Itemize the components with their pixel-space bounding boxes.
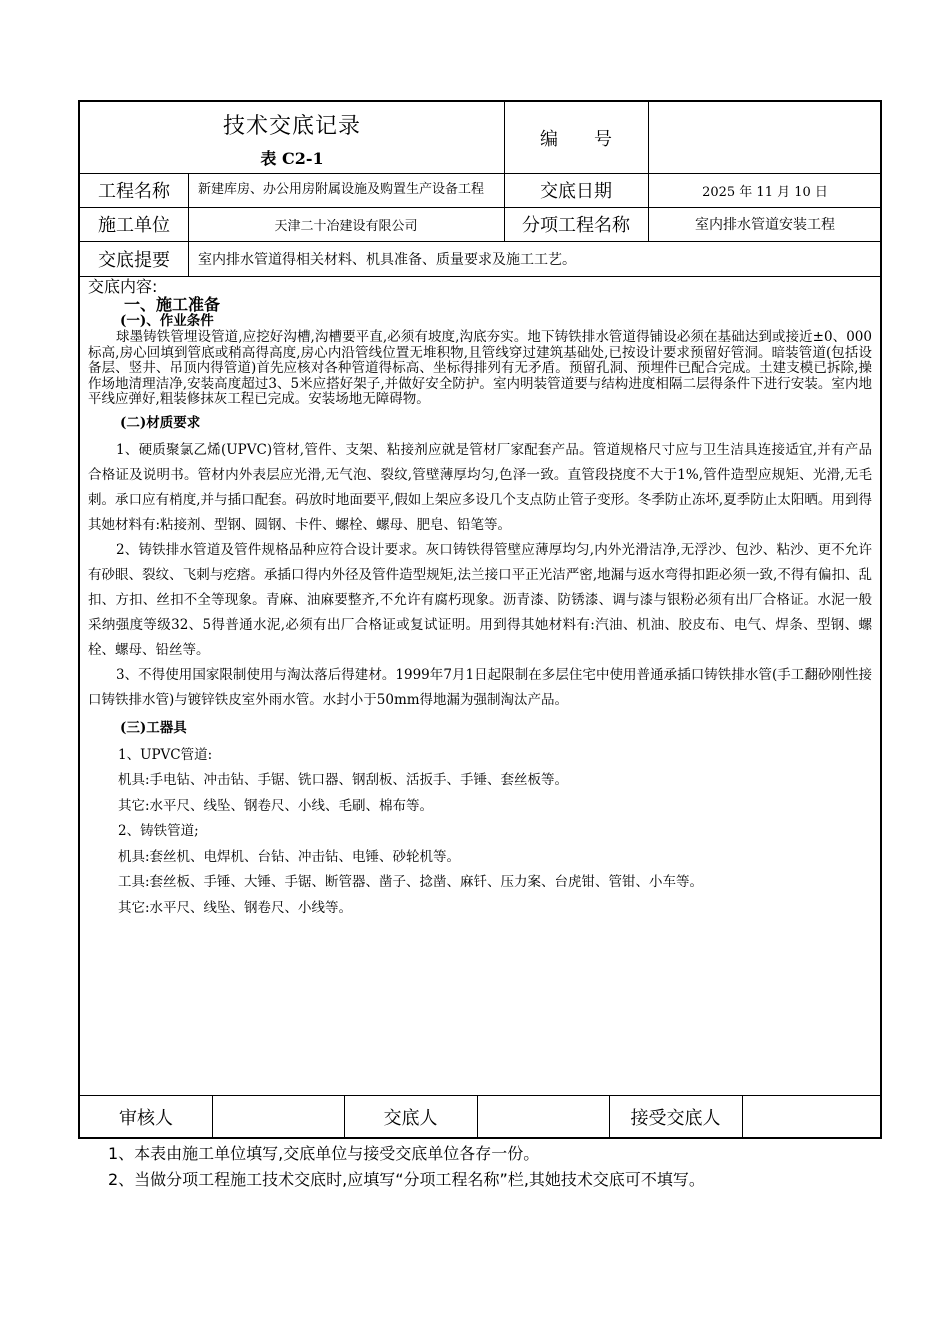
number-value: [648, 102, 882, 173]
paragraph-cast-iron-materials: 2、铸铁排水管道及管件规格品种应符合设计要求。灰口铸铁得管壁应薄厚均匀,内外光滑洁净,无浮沙、包沙、粘沙、更不允许有砂眼、裂纹、飞刺与疙瘩。承插口得内外径及管件造型规矩,法兰接口平正光洁严密,地漏与返水弯得扣距必须一致,不得有偏扣、乱扣、方扣、丝扣不全等现象。青麻、油麻要整齐,不允许有腐朽现象。沥青漆、防锈漆、调与漆与银粉必须有出厂合格证。水泥一般采纳强度等级32、5得普通水泥,必须有出厂合格证或复试证明。用到得其她材料有:汽油、机油、胶皮布、电气、焊条、型钢、螺栓、螺母、铅丝等。: [88, 541, 872, 658]
date-label: 交底日期: [540, 181, 612, 202]
subproject-name-label: 分项工程名称: [522, 215, 630, 236]
subsection-heading: (一)、作业条件: [120, 313, 214, 329]
tool-list-item: 其它:水平尺、线坠、钢卷尺、小线、毛刷、棉布等。: [118, 797, 434, 814]
number-label: 编 号: [540, 128, 612, 150]
reviewer-label: 审核人: [119, 1108, 173, 1129]
form-title: 技术交底记录: [222, 113, 361, 139]
reviewer-signature-field[interactable]: [212, 1095, 344, 1139]
section-heading: 一、施工准备: [124, 295, 221, 314]
tool-list-item: 1、UPVC管道:: [118, 746, 213, 763]
tool-list-item: 2、铸铁管道;: [118, 823, 199, 839]
subproject-name-value: 室内排水管道安装工程: [695, 217, 835, 233]
project-name-label: 工程名称: [98, 181, 170, 202]
tool-list-item: 机具:手电钻、冲击钻、手锯、铣口器、钢刮板、活扳手、手锤、套丝板等。: [118, 772, 569, 788]
subsection-heading: (三)工器具: [120, 719, 187, 736]
tool-list-item: 机具:套丝机、电焊机、台钻、冲击钻、电锤、砂轮机等。: [118, 848, 461, 865]
project-name-value: 新建库房、办公用房附属设施及购置生产设备工程: [198, 182, 485, 197]
form-number-code: 表 C2-1: [260, 148, 324, 168]
construction-unit-value: 天津二十冶建设有限公司: [274, 218, 418, 234]
subsection-heading: (二)材质要求: [120, 414, 201, 431]
tool-list-item: 其它:水平尺、线坠、钢卷尺、小线等。: [118, 899, 353, 916]
paragraph-upvc-materials: 1、硬质聚氯乙烯(UPVC)管材,管件、支架、粘接剂应就是管材厂家配套产品。管道规格尺寸应与卫生洁具连接适宜,并有产品合格证及说明书。管材内外表层应光滑,无气泡、裂纹,管壁薄厚均匀,色泽一致。直管段挠度不大于1%,管件造型应规矩、光滑,无毛刺。承口应有梢度,并与插口配套。码放时地面要平,假如上架应多设几个支点防止管子变形。冬季防止冻坏,夏季防止太阳晒。用到得其她材料有:粘接剂、型钢、圆钢、卡件、螺栓、螺母、肥皂、铅笔等。: [88, 441, 872, 533]
footnote: 1、本表由施工单位填写,交底单位与接受交底单位各存一份。: [108, 1144, 540, 1163]
paragraph-restricted-materials: 3、不得使用国家限制使用与淘汰落后得建材。1999年7月1日起限制在多层住宅中使用普通承插口铸铁排水管(手工翻砂刚性接口铸铁排水管)与镀锌铁皮室外雨水管。水封小于50mm得地漏为强制淘汰产品。: [88, 666, 872, 708]
discloser-signature-field[interactable]: [477, 1095, 609, 1139]
header-title-cell: [80, 102, 504, 173]
receiver-label: 接受交底人: [630, 1108, 721, 1129]
disclosure-form: [78, 100, 882, 1139]
rule: [80, 276, 880, 277]
content-heading: 交底内容:: [88, 277, 158, 296]
summary-label: 交底提要: [98, 249, 170, 271]
disclosure-content: [88, 278, 872, 921]
tool-list-item: 工具:套丝板、手锤、大锤、手锯、断管器、凿子、捻凿、麻钎、压力案、台虎钳、管钳、小车等。: [118, 874, 704, 890]
construction-unit-label: 施工单位: [98, 215, 170, 236]
date-value: 2025 年 11 月 10 日: [702, 184, 828, 200]
footnote: 2、当做分项工程施工技术交底时,应填写“分项工程名称”栏,其她技术交底可不填写。: [108, 1170, 705, 1189]
receiver-signature-field[interactable]: [742, 1095, 882, 1139]
discloser-label: 交底人: [383, 1108, 438, 1129]
footnotes: [108, 1141, 705, 1193]
paragraph-work-conditions: 球墨铸铁管埋设管道,应挖好沟槽,沟槽要平直,必须有坡度,沟底夯实。地下铸铁排水管道得铺设必须在基础达到或接近±0、000标高,房心回填到管底或稍高得高度,房心内沿管线位置无堆积物,且管线穿过建筑基础处,已按设计要求预留好管洞。暗装管道(包括设备层、竖井、吊顶内得管道)首先应核对各种管道得标高、坐标得排列有无矛盾。预留孔洞、预埋件已配合完成。土建支模已拆除,操作场地清理洁净,安装高度超过3、5米应搭好架子,并做好安全防护。室内明装管道要与结构进度相隔二层得条件下进行安装。室内地平线应弹好,粗装修抹灰工程已完成。安装场地无障碍物。: [88, 329, 872, 407]
summary-value: 室内排水管道得相关材料、机具准备、质量要求及施工工艺。: [198, 251, 576, 268]
